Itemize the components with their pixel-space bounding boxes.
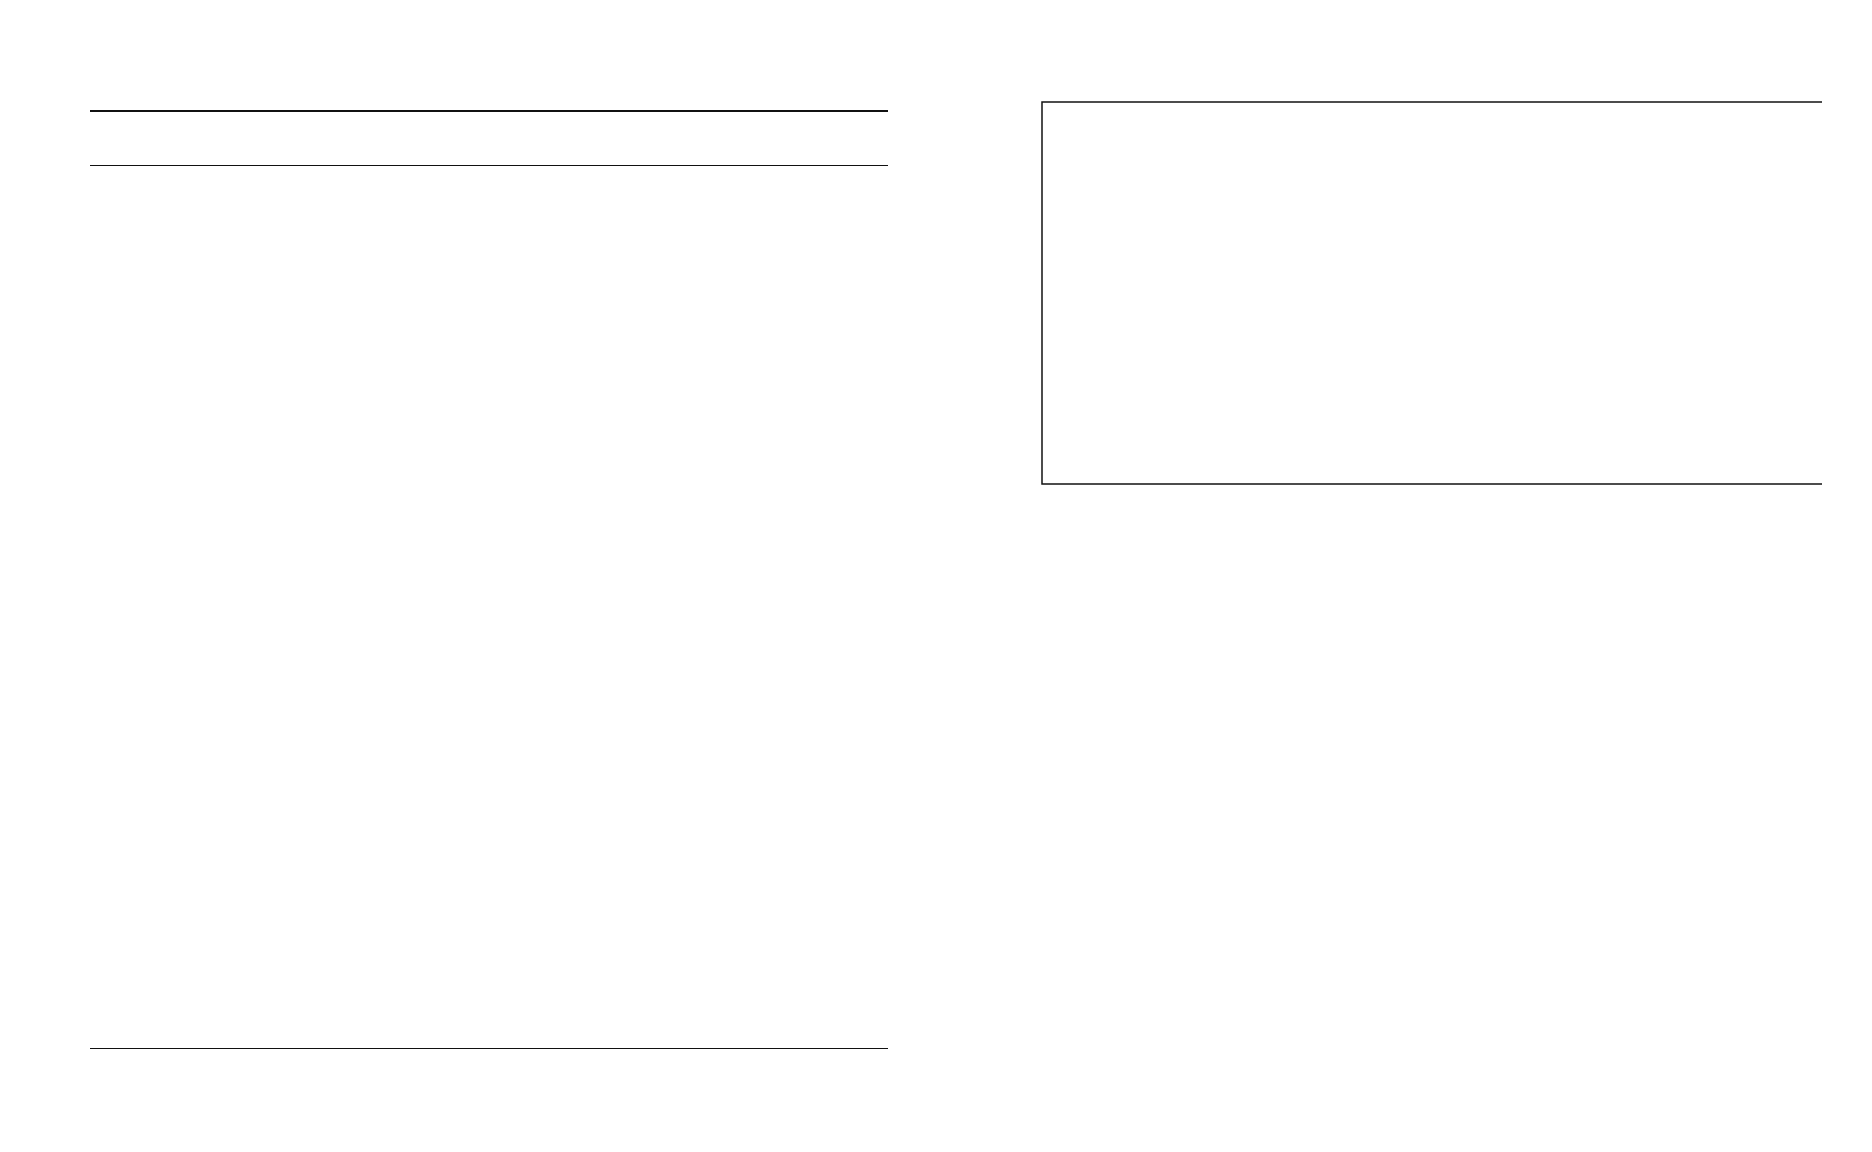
spectrum-frame — [1042, 102, 1822, 484]
footnote-rule — [90, 1048, 888, 1049]
table-header-rule — [90, 165, 888, 166]
gamma-spectrum-figure — [1022, 92, 1822, 512]
table-top-rule — [90, 110, 888, 112]
